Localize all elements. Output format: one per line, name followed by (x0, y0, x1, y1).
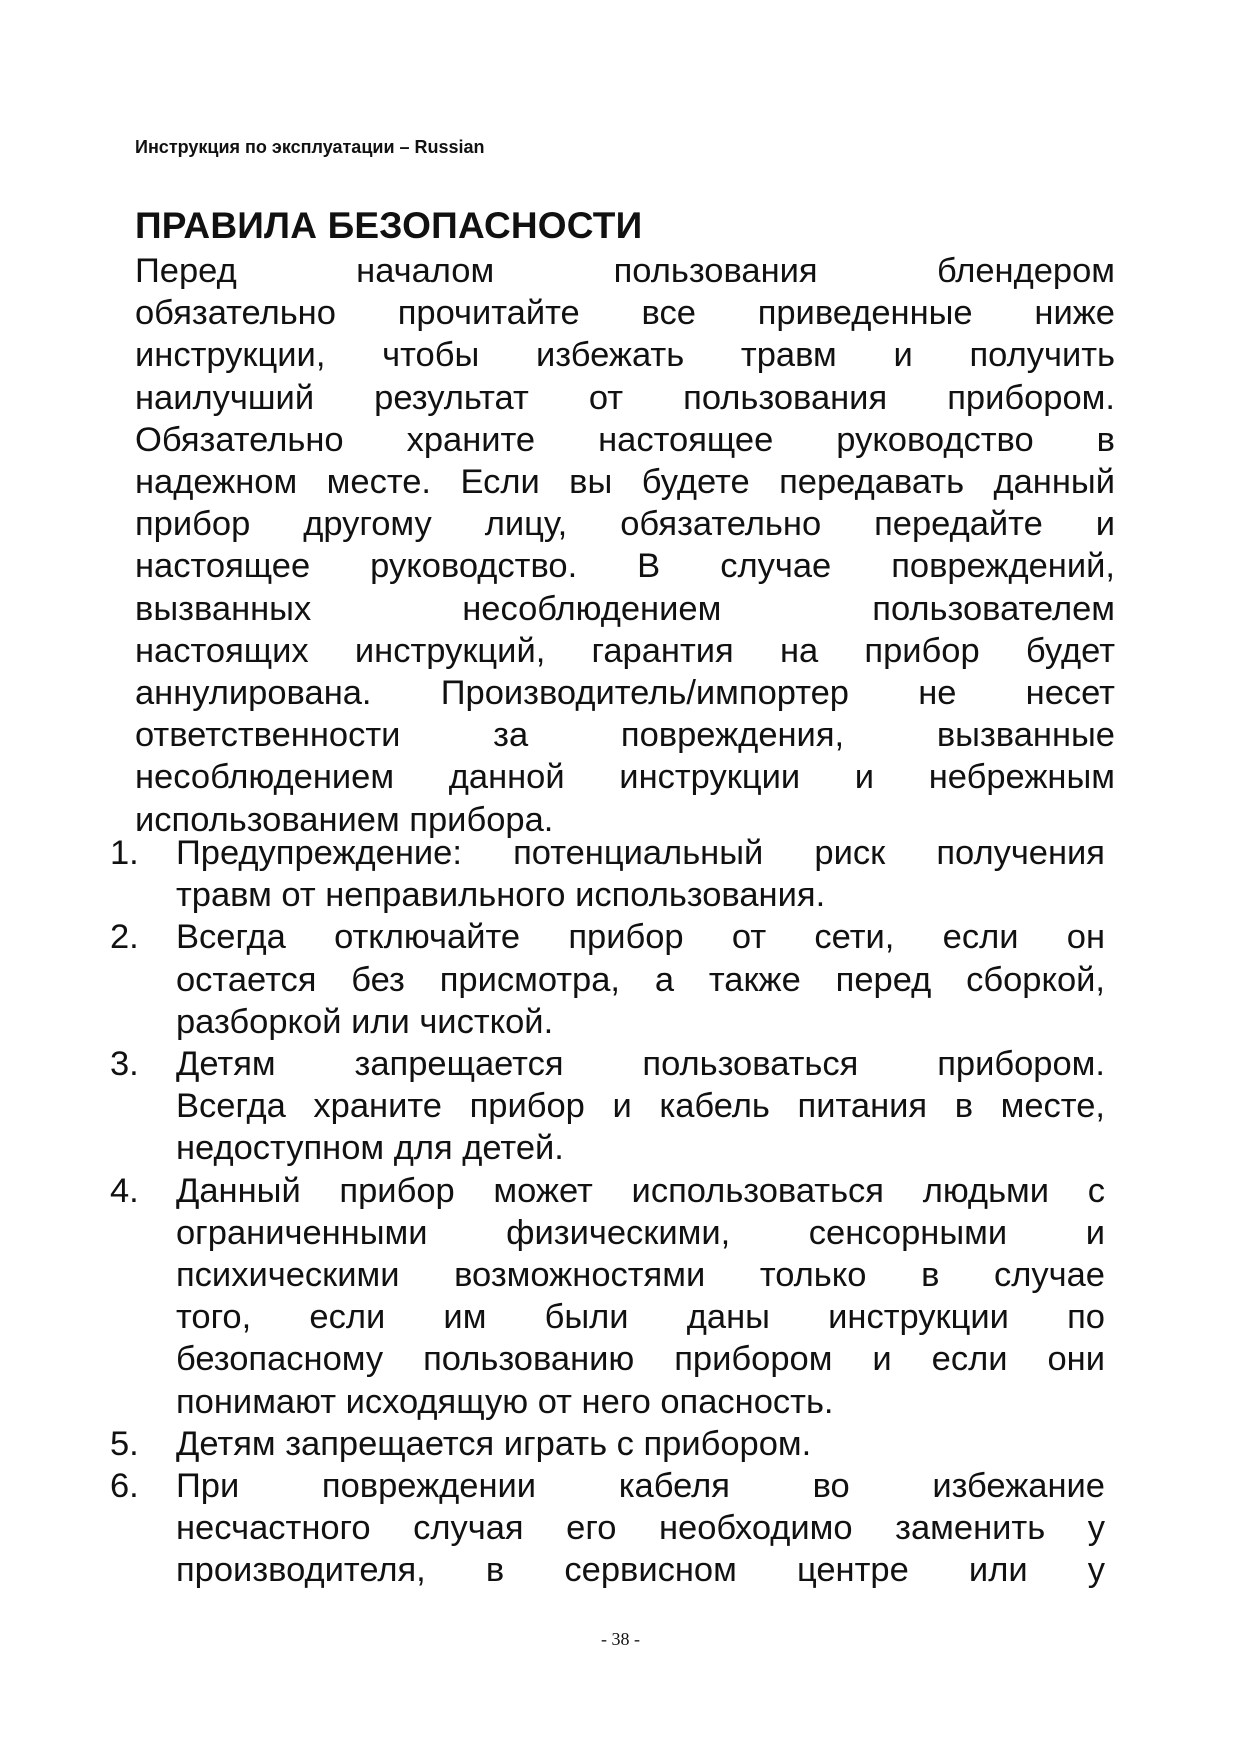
rule-line: психическими возможностями только в случае (176, 1256, 1105, 1295)
intro-line: Обязательно храните настоящее руководство в (135, 420, 1115, 459)
rule-item-5 (110, 1423, 1105, 1465)
intro-line: обязательно прочитайте все приведенные ниже (135, 294, 1115, 333)
safety-rules-list (110, 832, 1105, 1592)
rule-line: разборкой или чисткой. (176, 1002, 554, 1041)
rule-number: 2. (110, 918, 139, 957)
rule-line: Детям запрещается играть с прибором. (176, 1424, 812, 1463)
intro-line: вызванных несоблюдением пользователем (135, 589, 1115, 628)
rule-item-3 (110, 1043, 1105, 1170)
rule-line: безопасному пользованию прибором и если они (176, 1340, 1105, 1379)
rule-item-2 (110, 916, 1105, 1043)
rule-line: недоступном для детей. (176, 1129, 564, 1168)
intro-line: настоящих инструкций, гарантия на прибор будет (135, 631, 1115, 670)
rule-line: Детям запрещается пользоваться прибором. (176, 1045, 1105, 1084)
intro-line: инструкции, чтобы избежать травм и получить (135, 336, 1115, 375)
rule-line: понимают исходящую от него опасность. (176, 1382, 834, 1421)
section-title: ПРАВИЛА БЕЗОПАСНОСТИ (135, 205, 643, 246)
rule-line: остается без присмотра, а также перед сборкой, (176, 960, 1105, 999)
rule-item-4 (110, 1170, 1105, 1423)
intro-line: аннулирована. Производитель/импортер не несет (135, 674, 1115, 713)
intro-line: ответственности за повреждения, вызванные (135, 716, 1115, 755)
rule-line: При повреждении кабеля во избежание (176, 1467, 1105, 1506)
intro-line: надежном месте. Если вы будете передавать данный (135, 463, 1115, 502)
rule-line: производителя, в сервисном центре или у (176, 1551, 1105, 1590)
rule-line: Всегда отключайте прибор от сети, если он (176, 918, 1105, 957)
rule-number: 4. (110, 1171, 139, 1210)
manual-header: Инструкция по эксплуатации – Russian (135, 137, 485, 157)
intro-line: использованием прибора. (135, 800, 554, 839)
rule-line: Предупреждение: потенциальный риск получения (176, 834, 1105, 872)
intro-line: наилучший результат от пользования прибором. (135, 378, 1115, 417)
rule-line: ограниченными физическими, сенсорными и (176, 1213, 1105, 1252)
rule-line: травм от неправильного использования. (176, 876, 826, 915)
rule-line: Всегда храните прибор и кабель питания в месте, (176, 1087, 1105, 1126)
rule-line: несчастного случая его необходимо заменить у (176, 1509, 1105, 1548)
rule-item-6 (110, 1465, 1105, 1592)
rule-line: Данный прибор может использоваться людьми с (176, 1171, 1105, 1210)
intro-line: несоблюдением данной инструкции и небрежным (135, 758, 1115, 797)
rule-number: 6. (110, 1467, 139, 1506)
rule-item-1 (110, 832, 1105, 916)
intro-line: настоящее руководство. В случае повреждений, (135, 547, 1115, 586)
intro-paragraph (135, 250, 1115, 841)
intro-line: Перед началом пользования блендером (135, 252, 1115, 290)
rule-line: того, если им были даны инструкции по (176, 1298, 1105, 1337)
rule-number: 5. (110, 1424, 139, 1463)
page-number: - 38 - (601, 1629, 640, 1649)
intro-line: прибор другому лицу, обязательно передайте и (135, 505, 1115, 544)
rule-number: 3. (110, 1045, 139, 1084)
rule-number: 1. (110, 834, 139, 872)
